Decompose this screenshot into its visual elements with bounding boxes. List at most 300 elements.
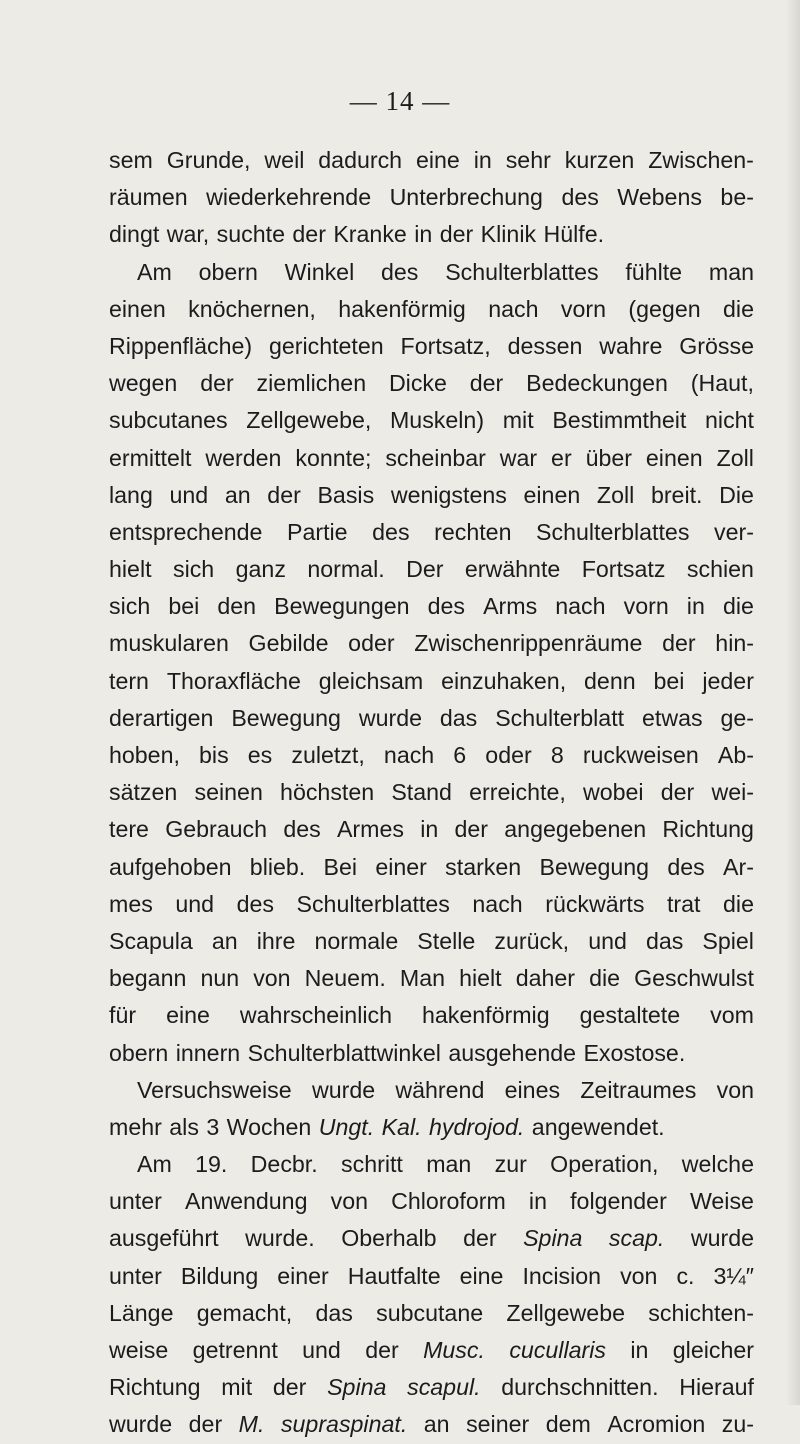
word: ge-: [720, 704, 754, 731]
text-line: [109, 886, 754, 923]
word: muskularen: [109, 630, 229, 657]
word: gleichsam: [318, 667, 424, 694]
text-line: [109, 1035, 754, 1072]
word: seinen: [194, 779, 263, 806]
word: schritt: [341, 1151, 403, 1178]
word: hakenförmig: [421, 1002, 550, 1029]
word: Schulterblattes: [536, 518, 690, 545]
word: Hierauf: [679, 1374, 754, 1401]
word: breit.: [650, 481, 703, 508]
word: Gebilde: [248, 630, 329, 657]
word: Zoll: [716, 444, 754, 471]
word: von: [330, 1188, 368, 1215]
word: sehr: [505, 147, 551, 173]
word: in: [414, 221, 433, 248]
text-line: [109, 477, 754, 514]
word: Kal.: [381, 1113, 422, 1140]
word: es: [247, 742, 273, 768]
word: denn: [584, 667, 636, 694]
word: gemacht,: [196, 1299, 293, 1326]
word: Musc.: [423, 1337, 485, 1363]
word: gerichteten: [268, 332, 384, 359]
word: hielt: [459, 965, 502, 992]
word: nicht: [705, 407, 754, 434]
text-line: [109, 811, 754, 848]
word: Thoraxfläche: [166, 667, 301, 694]
word: Man: [399, 965, 446, 992]
word: wahre: [599, 332, 663, 359]
word: Basis: [317, 481, 375, 508]
word: konnte;: [295, 444, 372, 471]
word: sätzen: [109, 779, 178, 806]
word: Der: [406, 556, 444, 583]
text-line: [109, 440, 754, 477]
word: scheinbar: [385, 444, 486, 471]
text-line: [109, 663, 754, 700]
word: Richtung: [109, 1374, 201, 1401]
word: Ar-: [723, 853, 754, 880]
word: gestaltete: [579, 1002, 681, 1029]
word: wurde: [311, 1076, 376, 1103]
word: einen: [523, 481, 581, 508]
word: Spina: [327, 1374, 387, 1401]
word: Muskeln): [389, 407, 485, 434]
word: supraspinat.: [280, 1411, 408, 1438]
word: getrennt: [192, 1337, 278, 1363]
text-line: [109, 179, 754, 216]
word: an: [224, 481, 251, 508]
word: ziemlichen: [256, 370, 367, 397]
word: gleicher: [672, 1337, 754, 1363]
word: Armes: [336, 816, 404, 843]
word: sich: [109, 593, 151, 620]
word: Operation,: [550, 1151, 659, 1178]
word: lang: [109, 481, 153, 508]
word: in: [420, 816, 439, 843]
word: Versuchsweise: [137, 1076, 292, 1103]
word: die: [722, 593, 754, 620]
word: Fortsatz,: [400, 332, 491, 359]
word: ver-: [714, 518, 754, 545]
word: suchte: [216, 221, 285, 248]
word: knöchernen,: [188, 295, 316, 322]
word: Schulterblattes: [445, 258, 599, 285]
word: einer: [277, 1262, 329, 1289]
page-number: — 14 —: [349, 86, 451, 116]
word: nach: [383, 742, 435, 768]
word: der: [365, 1337, 399, 1363]
word: Länge: [109, 1299, 174, 1326]
word: das: [645, 927, 684, 954]
word: wurde: [109, 1411, 173, 1438]
word: hydrojod.: [428, 1113, 525, 1140]
word: hin-: [715, 630, 754, 657]
word: der: [662, 630, 696, 657]
word: trat: [666, 890, 701, 917]
word: hielt: [109, 556, 152, 583]
word: Spina: [523, 1225, 583, 1252]
word: Am: [137, 1151, 172, 1178]
word: Zellgewebe,: [246, 407, 372, 434]
word: weise: [109, 1337, 169, 1363]
word: normale: [314, 927, 399, 954]
word: Scapula: [109, 927, 193, 954]
word: von: [620, 1262, 658, 1289]
word: das: [439, 704, 478, 731]
word: Klinik: [480, 221, 537, 248]
word: man: [426, 1151, 472, 1178]
text-line: [109, 625, 754, 662]
text-line: [109, 514, 754, 551]
text-line: [109, 365, 754, 402]
text-line: [109, 291, 754, 328]
word: innern: [175, 1039, 241, 1066]
word: das: [315, 1299, 353, 1326]
word: der: [660, 779, 695, 806]
word: und: [175, 890, 215, 917]
word: ermittelt: [109, 444, 192, 471]
word: wahrscheinlich: [239, 1002, 392, 1029]
word: von: [716, 1076, 754, 1103]
word: Neuem.: [304, 965, 386, 992]
word: dem: [545, 1411, 591, 1438]
word: höchsten: [280, 779, 375, 806]
word: Die: [719, 481, 754, 508]
text-line: [109, 254, 754, 291]
word: werden: [205, 444, 282, 471]
word: folgender: [570, 1188, 667, 1215]
word: Bestimmtheit: [552, 407, 687, 434]
text-line: [109, 328, 754, 365]
word: durchschnitten.: [501, 1374, 659, 1401]
word: Exostose.: [583, 1039, 686, 1066]
text-line: [109, 142, 754, 179]
text-line: [109, 551, 754, 588]
word: 3¼″: [713, 1262, 754, 1289]
word: und: [588, 927, 627, 954]
word: bei: [653, 667, 685, 694]
text-line: [109, 1183, 754, 1220]
word: zuletzt,: [291, 742, 365, 768]
word: Zeitraumes: [580, 1076, 697, 1103]
word: Acromion: [607, 1411, 706, 1438]
word: der: [463, 1225, 497, 1252]
word: wenigstens: [390, 481, 507, 508]
word: welche: [681, 1151, 754, 1178]
word: Gebrauch: [165, 816, 268, 843]
word: wurde: [690, 1225, 754, 1252]
word: Am: [137, 258, 172, 285]
word: wurde: [358, 704, 422, 731]
word: des: [372, 518, 410, 545]
word: Weise: [689, 1188, 754, 1215]
word: normal.: [307, 556, 385, 583]
word: einen: [109, 295, 166, 322]
word: mit: [502, 407, 534, 434]
word: räumen: [109, 184, 188, 211]
word: die: [723, 295, 754, 322]
word: Anwendung: [184, 1188, 308, 1215]
word: mes: [109, 890, 153, 917]
word: und: [169, 481, 209, 508]
word: M.: [238, 1411, 265, 1438]
word: des: [667, 853, 705, 880]
word: sem: [109, 147, 153, 173]
word: Schulterblatt: [495, 704, 625, 731]
word: er: [551, 444, 572, 471]
word: bis: [199, 742, 229, 768]
word: blieb.: [249, 853, 306, 880]
text-line: [109, 216, 754, 253]
word: Richtung: [662, 816, 754, 843]
word: des: [561, 184, 599, 211]
word: vom: [710, 1002, 754, 1029]
text-line: [109, 1072, 754, 1109]
word: unter: [109, 1262, 162, 1289]
word: (gegen: [628, 295, 701, 322]
text-line: [109, 1220, 754, 1257]
word: man: [708, 258, 754, 285]
word: fühlte: [625, 258, 683, 285]
word: und: [302, 1337, 341, 1363]
word: angewendet.: [531, 1113, 665, 1140]
word: obern: [198, 258, 258, 285]
word: cucullaris: [509, 1337, 606, 1363]
word: Zellgewebe: [506, 1299, 625, 1326]
text-line: [109, 1258, 754, 1295]
word: zu-: [721, 1411, 754, 1438]
word: kurzen: [564, 147, 635, 173]
word: Chloroform: [391, 1188, 506, 1215]
word: der: [469, 370, 504, 397]
text-line: [109, 997, 754, 1034]
word: eine: [166, 1002, 210, 1029]
word: Geschwulst: [634, 965, 754, 992]
word: oder: [485, 742, 532, 768]
word: schien: [686, 556, 754, 583]
word: Spiel: [702, 927, 754, 954]
word: des: [236, 890, 274, 917]
word: ausgehende: [448, 1039, 577, 1066]
word: nach: [555, 593, 606, 620]
word: für: [109, 1002, 137, 1029]
text-line: [109, 1332, 754, 1369]
text-line: [109, 402, 754, 439]
word: Wochen: [226, 1113, 312, 1140]
word: ihre: [256, 927, 296, 954]
word: Fortsatz: [581, 556, 666, 583]
word: einer: [375, 853, 427, 880]
word: etwas: [641, 704, 703, 731]
word: hoben,: [109, 742, 180, 768]
word: sich: [172, 556, 215, 583]
word: zur: [494, 1151, 527, 1178]
word: oder: [348, 630, 395, 657]
word: Partie: [287, 518, 348, 545]
word: Ab-: [717, 742, 754, 768]
word: nach: [472, 890, 523, 917]
word: Dicke: [388, 370, 447, 397]
word: derartigen: [109, 704, 214, 731]
word: nun: [200, 965, 240, 992]
word: unter: [109, 1188, 162, 1215]
word: scap.: [608, 1225, 665, 1252]
word: Grösse: [679, 332, 754, 359]
word: be-: [720, 184, 754, 211]
word: wei-: [711, 779, 754, 806]
word: eines: [504, 1076, 561, 1103]
word: Bei: [323, 853, 358, 880]
word: Hülfe.: [543, 221, 605, 248]
word: an: [211, 927, 238, 954]
word: angegebenen: [504, 816, 647, 843]
word: Bildung: [180, 1262, 259, 1289]
word: Bedeckungen: [526, 370, 668, 397]
word: war: [499, 444, 538, 471]
word: an: [423, 1411, 450, 1438]
word: von: [253, 965, 291, 992]
word: in: [686, 593, 705, 620]
word: tere: [109, 816, 149, 843]
text-line: [109, 1406, 754, 1443]
word: mit: [221, 1374, 253, 1401]
word: Rippenfläche): [109, 332, 253, 359]
word: hakenförmig: [338, 295, 466, 322]
word: der: [272, 1374, 307, 1401]
word: Incision: [522, 1262, 602, 1289]
word: Kranke: [333, 221, 407, 248]
word: während: [395, 1076, 485, 1103]
text-line: [109, 737, 754, 774]
word: Grunde,: [166, 147, 251, 173]
word: Oberhalb: [341, 1225, 437, 1252]
word: bei: [168, 593, 200, 620]
word: 3: [206, 1113, 220, 1140]
word: rückwärts: [545, 890, 645, 917]
word: 6: [453, 742, 467, 768]
word: der: [439, 221, 474, 248]
word: ruckweisen: [582, 742, 699, 768]
word: Schulterblattes: [296, 890, 450, 917]
word: Bewegung: [539, 853, 650, 880]
text-line: [109, 849, 754, 886]
word: erwähnte: [464, 556, 561, 583]
text-line: [109, 1146, 754, 1183]
word: in: [528, 1188, 547, 1215]
word: subcutane: [376, 1299, 484, 1326]
word: Zwischenrippenräume: [414, 630, 643, 657]
word: über: [585, 444, 632, 471]
text-line: [109, 1369, 754, 1406]
body-text: [109, 142, 754, 1444]
word: Decbr.: [250, 1151, 318, 1178]
word: Zoll: [596, 481, 635, 508]
word: des: [427, 593, 465, 620]
word: eine: [459, 1262, 504, 1289]
word: dessen: [507, 332, 583, 359]
word: scapul.: [407, 1374, 481, 1401]
word: begann: [109, 965, 187, 992]
text-line: [109, 774, 754, 811]
word: entsprechende: [109, 518, 263, 545]
word: schichten-: [648, 1299, 754, 1326]
word: der: [454, 816, 489, 843]
word: war,: [166, 221, 210, 248]
word: den: [217, 593, 257, 620]
word: dadurch: [318, 147, 403, 173]
word: Zwischen-: [648, 147, 754, 173]
text-line: [109, 588, 754, 625]
word: tern: [109, 667, 149, 694]
word: subcutanes: [109, 407, 228, 434]
word: c.: [676, 1262, 695, 1289]
word: der: [267, 481, 301, 508]
word: in: [473, 147, 492, 173]
word: in: [630, 1337, 649, 1363]
word: dingt: [109, 221, 160, 248]
word: einzuhaken,: [441, 667, 567, 694]
text-line: [109, 1295, 754, 1332]
word: Unterbrechung: [389, 184, 543, 211]
word: daher: [515, 965, 575, 992]
word: Stelle: [417, 927, 476, 954]
word: seiner: [466, 1411, 530, 1438]
word: starken: [445, 853, 522, 880]
word: wegen: [109, 370, 178, 397]
word: wobei: [582, 779, 644, 806]
word: Ungt.: [318, 1113, 375, 1140]
word: erreichte,: [469, 779, 566, 806]
word: Arms: [483, 593, 538, 620]
word: Webens: [617, 184, 702, 211]
word: eine: [415, 147, 460, 173]
word: mehr: [109, 1113, 162, 1140]
word: als: [169, 1113, 199, 1140]
word: Bewegungen: [274, 593, 410, 620]
word: der: [292, 221, 326, 248]
text-line: [109, 1109, 754, 1146]
word: 19.: [195, 1151, 228, 1178]
word: Stand: [391, 779, 452, 806]
word: des: [283, 816, 321, 843]
word: aufgehoben: [109, 853, 232, 880]
word: vorn: [623, 593, 669, 620]
word: Hautfalte: [347, 1262, 441, 1289]
page-edge-shadow: [786, 0, 800, 1405]
text-line: [109, 700, 754, 737]
word: ganz: [235, 556, 286, 583]
word: (Haut,: [690, 370, 754, 397]
word: weil: [264, 147, 305, 173]
word: die: [589, 965, 621, 992]
word: wurde.: [245, 1225, 315, 1252]
text-line: [109, 960, 754, 997]
word: nach: [488, 295, 539, 322]
word: vorn: [560, 295, 606, 322]
word: der: [200, 370, 234, 397]
word: der: [188, 1411, 223, 1438]
word: Winkel: [284, 258, 355, 285]
word: zurück,: [494, 927, 570, 954]
word: die: [723, 890, 754, 917]
word: obern: [109, 1039, 169, 1066]
word: 8: [550, 742, 564, 768]
word: des: [381, 258, 419, 285]
word: rechten: [434, 518, 512, 545]
word: ausgeführt: [109, 1225, 219, 1252]
word: wiederkehrende: [206, 184, 372, 211]
word: Bewegung: [231, 704, 341, 731]
